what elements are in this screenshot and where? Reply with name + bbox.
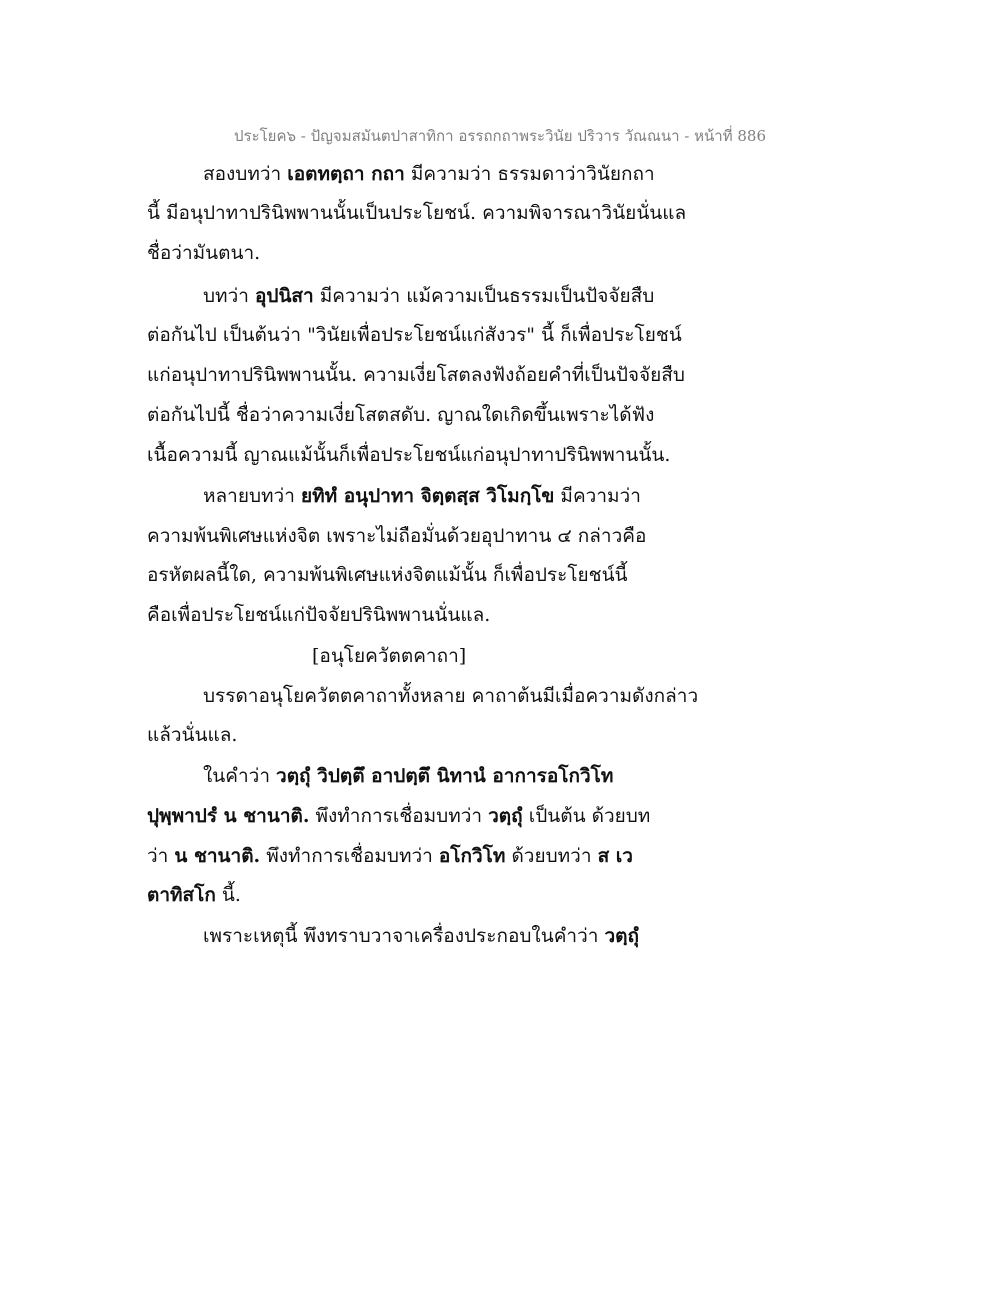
text-line: ในคำว่า วตฺถุํ วิปตฺตึ อาปตฺตึ นิทานํ อาการอโกวิโท <box>203 765 614 787</box>
text-line: สองบทว่า เอตทตฺถา กถา มีความว่า ธรรมดาว่าวินัยกถา <box>203 163 655 185</box>
text-line: บทว่า อุปนิสา มีความว่า แม้ความเป็นธรรมเป็นปัจจัยสืบ <box>203 285 655 307</box>
text-line: แก่อนุปาทาปรินิพพานนั้น. ความเงี่ยโสตลงฟังถ้อยคำที่เป็นปัจจัยสืบ <box>147 364 685 386</box>
text-line: ตาทิสโก นี้. <box>147 884 241 906</box>
text-line: ต่อกันไป เป็นต้นว่า "วินัยเพื่อประโยชน์แก่สังวร" นี้ ก็เพื่อประโยชน์ <box>147 324 682 346</box>
text-line: บรรดาอนุโยควัตตคาถาทั้งหลาย คาถาต้นมีเมื่อความดังกล่าว <box>203 685 699 707</box>
text-line: ว่า น ชานาติ. พึงทำการเชื่อมบทว่า อโกวิโท ด้วยบทว่า ส เว <box>147 845 633 867</box>
text-line: อรหัตผลนี้ใด, ความพ้นพิเศษแห่งจิตแม้นั้น ก็เพื่อประโยชน์นี้ <box>147 564 628 586</box>
text-line: เพราะเหตุนี้ พึงทราบวาจาเครื่องประกอบในคำว่า วตฺถุํ <box>203 925 639 947</box>
text-line: นี้ มีอนุปาทาปรินิพพานนั้นเป็นประโยชน์. ความพิจารณาวินัยนั่นแล <box>147 202 687 224</box>
pali-term: อุปนิสา <box>254 285 314 307</box>
text-line: ชื่อว่ามันตนา. <box>147 242 261 264</box>
pali-term: วตฺถุํ <box>604 925 639 947</box>
text-line: ปุพฺพาปรํ น ชานาติ. พึงทำการเชื่อมบทว่า วตฺถุํ เป็นต้น ด้วยบท <box>147 805 651 827</box>
text-line: เนื้อความนี้ ญาณแม้นั้นก็เพื่อประโยชน์แก่อนุปาทาปรินิพพานนั้น. <box>147 444 671 466</box>
pali-term: ส เว <box>597 845 633 867</box>
pali-term: ปุพฺพาปรํ น ชานาติ. <box>147 805 310 827</box>
pali-term: วตฺถุํ วิปตฺตึ อาปตฺตึ นิทานํ อาการอโกวิโท <box>276 765 614 787</box>
page-header: ประโยค๖ - ปัญจมสมันตปาสาทิกา อรรถกถาพระวินัย ปริวาร วัณณนา - หน้าที่ 886 <box>233 127 766 145</box>
pali-term: วตฺถุํ <box>488 805 523 827</box>
text-line: คือเพื่อประโยชน์แก่ปัจจัยปรินิพพานนั่นแล. <box>147 604 491 626</box>
pali-term: อโกวิโท <box>438 845 506 867</box>
pali-term: น ชานาติ. <box>174 845 261 867</box>
text-line: ต่อกันไปนี้ ชื่อว่าความเงี่ยโสตสดับ. ญาณใดเกิดขึ้นเพราะได้ฟัง <box>147 404 655 426</box>
pali-term: ตาทิสโก <box>147 884 216 906</box>
section-heading: [อนุโยควัตตคาถา] <box>312 645 467 667</box>
text-line: แล้วนั่นแล. <box>147 724 238 746</box>
text-line: หลายบทว่า ยทิทํ อนุปาทา จิตฺตสฺส วิโมกฺโข มีความว่า <box>203 485 641 507</box>
text-line: ความพ้นพิเศษแห่งจิต เพราะไม่ถือมั่นด้วยอุปาทาน ๔ กล่าวคือ <box>147 525 647 547</box>
pali-term: เอตทตฺถา กถา <box>287 163 405 185</box>
pali-term: ยทิทํ อนุปาทา จิตฺตสฺส วิโมกฺโข <box>300 485 555 507</box>
